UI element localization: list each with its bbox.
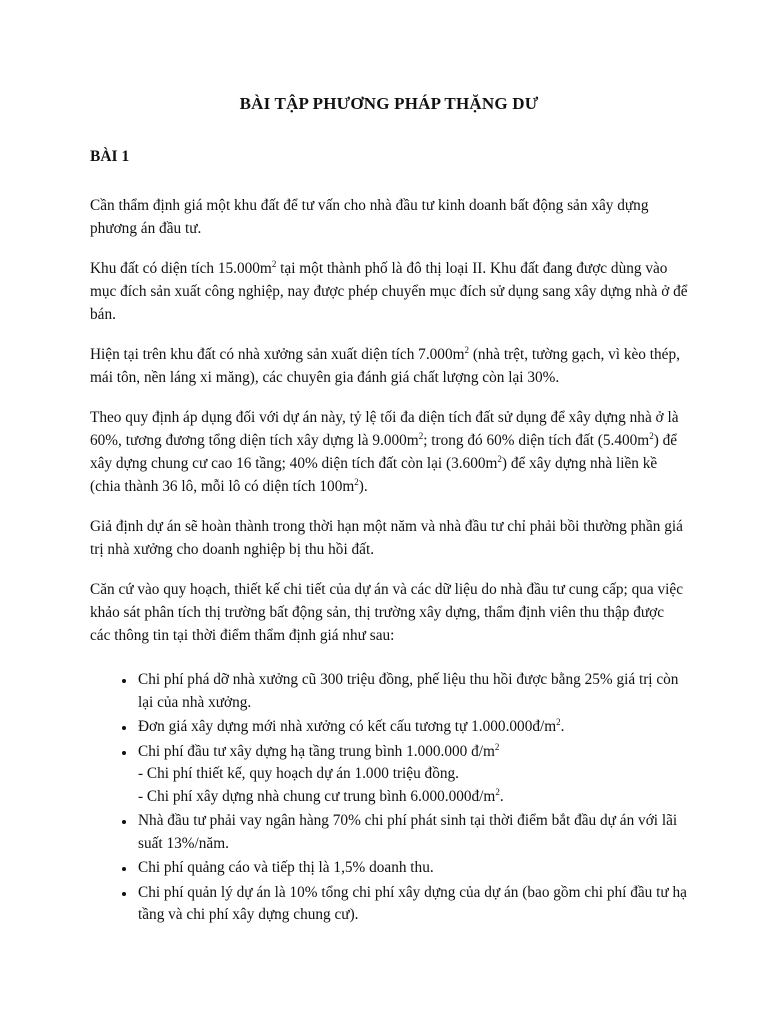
sub-item: - Chi phí xây dựng nhà chung cư trung bình $6.000.000đ/m^2$. xyxy=(138,786,504,805)
list-item: • Nhà đầu tư phải vay ngân hàng 70% chi phí phát sinh tại thời điểm bắt đầu dự án với lãi suất 13%/năm. xyxy=(136,810,688,855)
document-title: BÀI TẬP PHƯƠNG PHÁP THẶNG DƯ xyxy=(239,94,539,113)
info-list xyxy=(90,669,688,927)
paragraph-intro: Cần thẩm định giá một khu đất để tư vấn cho nhà đầu tư kinh doanh bất động sản xây dựng phương án đầu tư. xyxy=(90,197,649,237)
paragraph-regulation: Theo quy định áp dụng đối với dự án này, tỷ lệ tối đa diện tích đất sử dụng để xây dựng nhà ở là 60%, tương đương tổng diện tích xây dựng là $9.000m^2$; trong đó 60% diện tích đất $(5.400m^2)$ để xây dựng chung cư cao 16 tầng; 40% diện tích đất còn lại $(3.600m^2)$ để xây dựng nhà liền kề (chia thành 36 lô, mỗi lô có diện tích $100m^2$). xyxy=(90,409,679,495)
list-item: • Chi phí phá dỡ nhà xưởng cũ 300 triệu đồng, phế liệu thu hồi được bằng 25% giá trị còn lại của nhà xưởng. xyxy=(136,669,688,714)
paragraph-factory: Hiện tại trên khu đất có nhà xưởng sản xuất diện tích $7.000m^2$ (nhà trệt, tường gạch, vì kèo thép, mái tôn, nền láng xi măng), các chuyên gia đánh giá chất lượng còn lại 30%. xyxy=(90,344,680,386)
list-item: • Đơn giá xây dựng mới nhà xưởng có kết cấu tương tự $1.000.000đ/m^2$. xyxy=(136,716,688,739)
paragraph-land-area: Khu đất có diện tích $15.000m^2$ tại một thành phố là đô thị loại II. Khu đất đang được dùng vào mục đích sản xuất công nghiệp, nay được phép chuyển mục đích sử dụng sang xây dựng nhà ở để bán. xyxy=(90,258,688,323)
section-heading: BÀI 1 xyxy=(90,148,130,165)
sub-item: - Chi phí thiết kế, quy hoạch dự án 1.000 triệu đồng. xyxy=(138,765,459,782)
list-item: • Chi phí quảng cáo và tiếp thị là 1,5% doanh thu. xyxy=(136,857,688,880)
paragraph-basis: Căn cứ vào quy hoạch, thiết kế chi tiết của dự án và các dữ liệu do nhà đầu tư cung cấp; qua việc khảo sát phân tích thị trường bất động sản, thị trường xây dựng, thẩm định viên thu thập được các thông tin tại thời điểm thẩm định giá như sau: xyxy=(90,581,683,644)
paragraph-assumption: Giả định dự án sẽ hoàn thành trong thời hạn một năm và nhà đầu tư chỉ phải bồi thường phần giá trị nhà xưởng cho doanh nghiệp bị thu hồi đất. xyxy=(90,518,683,558)
list-item: • Chi phí quản lý dự án là 10% tổng chi phí xây dựng của dự án (bao gồm chi phí đầu tư hạ tầng và chi phí xây dựng chung cư). xyxy=(136,882,688,927)
list-item: • Chi phí đầu tư xây dựng hạ tầng trung bình 1.000.000 $đ/m^2$ - Chi phí thiết kế, quy hoạch dự án 1.000 triệu đồng. - Chi phí xây dựng nhà chung cư trung bình $6.000.000đ/m^2$. xyxy=(136,741,688,809)
